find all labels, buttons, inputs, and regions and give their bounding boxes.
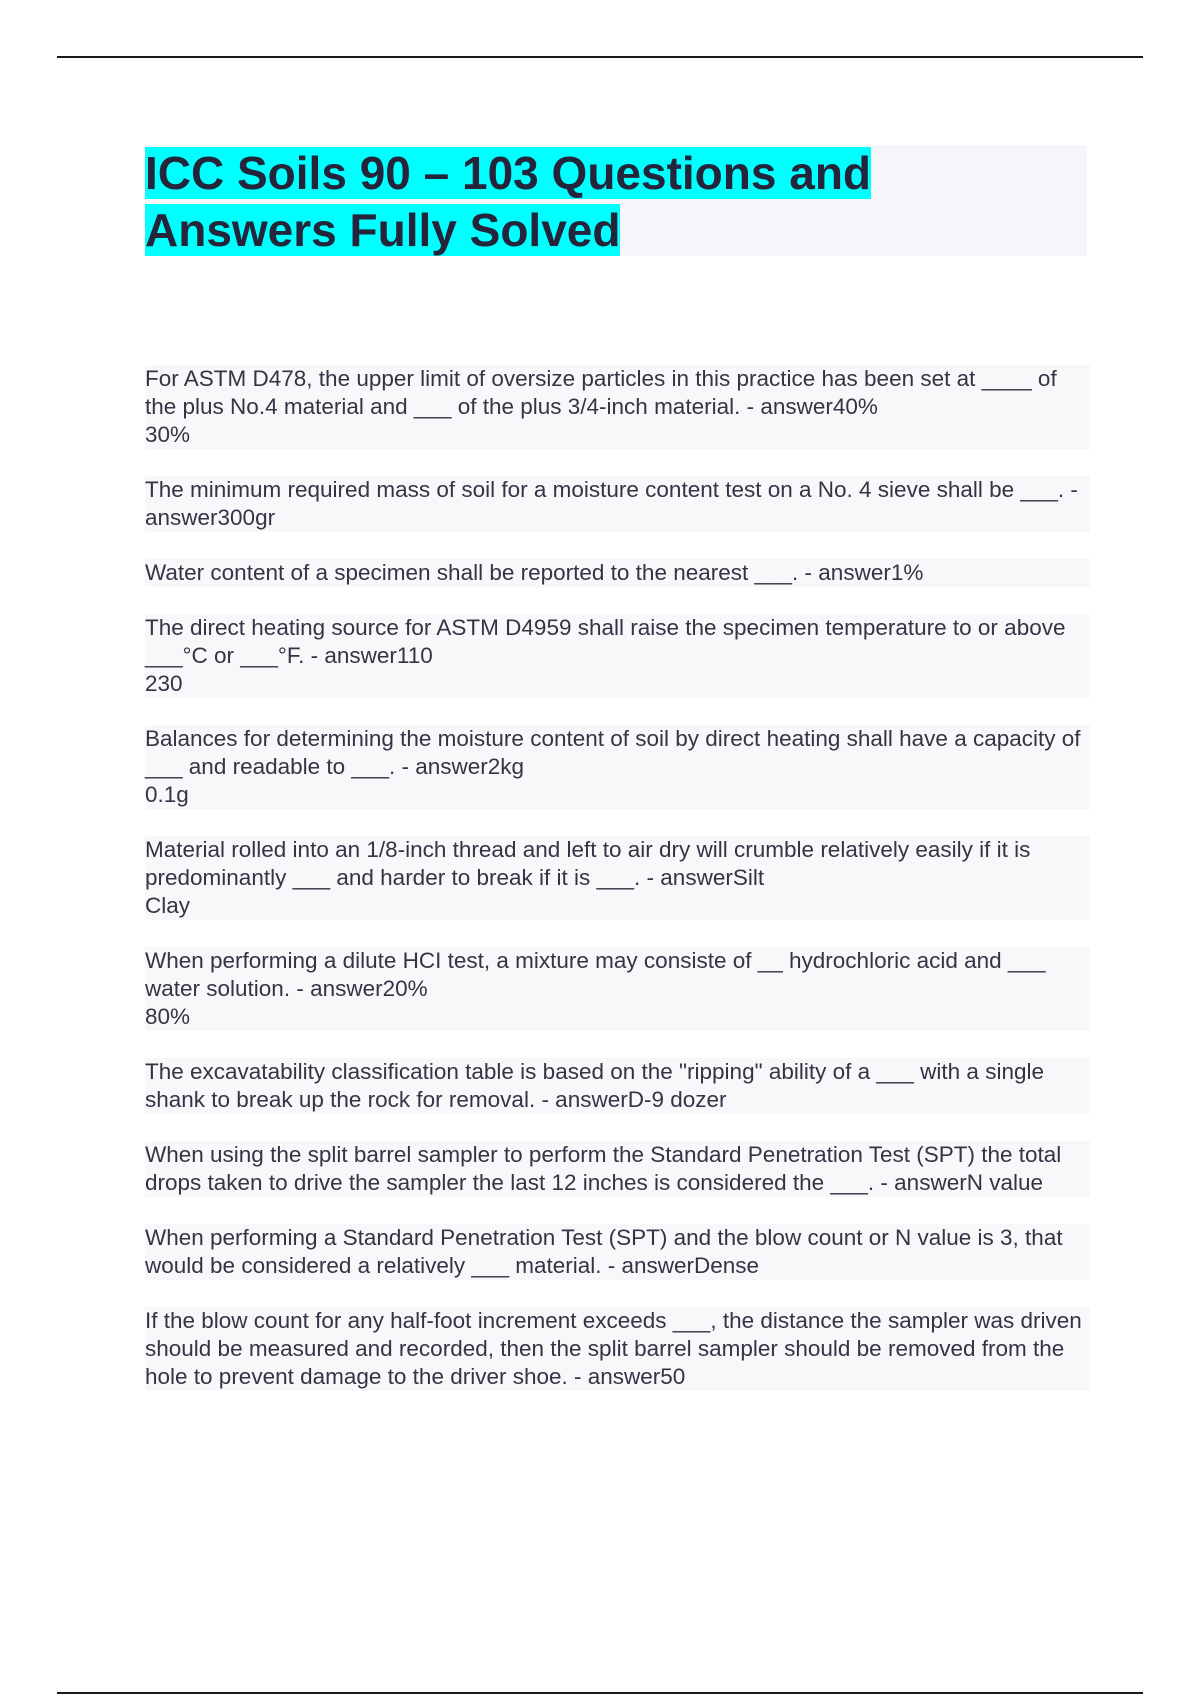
question-item: Balances for determining the moisture content of soil by direct heating shall have a capacity of ___ and readable to ___. - answer2kg 0.1g bbox=[145, 725, 1090, 809]
question-item: When using the split barrel sampler to perform the Standard Penetration Test (SPT) the total drops taken to drive the sampler the last 12 inches is considered the ___. - answerN value bbox=[145, 1141, 1090, 1197]
question-item: For ASTM D478, the upper limit of oversize particles in this practice has been set at ____ of the plus No.4 material and ___ of the plus 3/4-inch material. - answer40% 30% bbox=[145, 365, 1090, 449]
question-item: If the blow count for any half-foot increment exceeds ___, the distance the sampler was driven should be measured and recorded, then the split barrel sampler should be removed from the hole to prevent damage to the driver shoe. - answer50 bbox=[145, 1307, 1090, 1391]
question-item: The excavatability classification table is based on the "ripping" ability of a ___ with a single shank to break up the rock for removal. - answerD-9 dozer bbox=[145, 1058, 1090, 1114]
top-rule bbox=[57, 56, 1143, 58]
bottom-rule bbox=[57, 1692, 1143, 1694]
question-item: The minimum required mass of soil for a moisture content test on a No. 4 sieve shall be ___. - answer300gr bbox=[145, 476, 1090, 532]
question-item: The direct heating source for ASTM D4959 shall raise the specimen temperature to or above ___°C or ___°F. - answer110 230 bbox=[145, 614, 1090, 698]
document-title bbox=[145, 145, 925, 259]
question-item: Water content of a specimen shall be reported to the nearest ___. - answer1% bbox=[145, 559, 1090, 587]
question-item: Material rolled into an 1/8-inch thread and left to air dry will crumble relatively easily if it is predominantly ___ and harder to break if it is ___. - answerSilt Clay bbox=[145, 836, 1090, 920]
question-list bbox=[145, 365, 1090, 1418]
title-block bbox=[145, 145, 1087, 256]
question-item: When performing a dilute HCI test, a mixture may consiste of __ hydrochloric acid and ___ water solution. - answer20% 80% bbox=[145, 947, 1090, 1031]
document-title-text: ICC Soils 90 – 103 Questions and Answers Fully Solved bbox=[145, 147, 872, 256]
question-item: When performing a Standard Penetration Test (SPT) and the blow count or N value is 3, that would be considered a relatively ___ material. - answerDense bbox=[145, 1224, 1090, 1280]
